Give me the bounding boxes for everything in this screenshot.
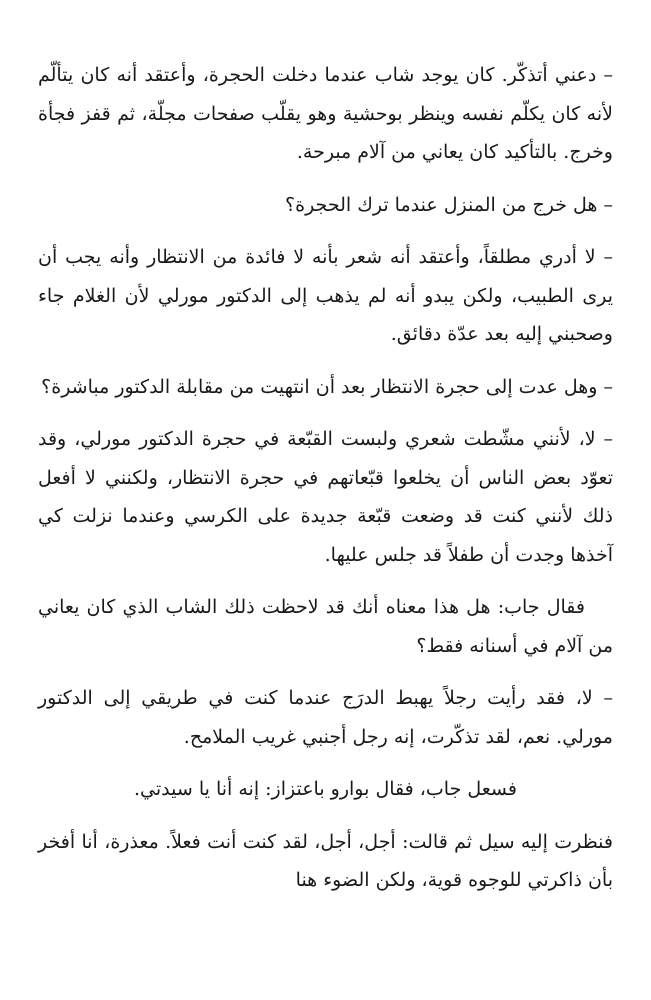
- paragraph: فنظرت إليه سيل ثم قالت: أجل، أجل، لقد كنت أنت فعلاً. معذرة، أنا أفخر بأن ذاكرتي للوجوه قوية، ولكن الضوء هنا: [38, 830, 613, 891]
- paragraph: – وهل عدت إلى حجرة الانتظار بعد أن انتهيت من مقابلة الدكتور مباشرة؟: [41, 375, 613, 398]
- paragraph: – هل خرج من المنزل عندما ترك الحجرة؟: [285, 193, 613, 216]
- paragraph: فسعل جاب، فقال بوارو باعتزاز: إنه أنا يا سيدتي.: [134, 778, 517, 800]
- book-page: [38, 56, 613, 914]
- paragraph: – دعني أتذكّر. كان يوجد شاب عندما دخلت الحجرة، وأعتقد أنه كان يتألّم لأنه كان يكلّم نفسه وينظر بوحشية وهو يقلّب صفحات مجلّة، ثم قفز فجأة وخرج. بالتأكيد كان يعاني من آلام مبرحة.: [38, 64, 613, 163]
- paragraph: – لا أدري مطلقاً، وأعتقد أنه شعر بأنه لا فائدة من الانتظار وأنه يجب أن يرى الطبيب، ولكن يبدو أنه لم يذهب إلى الدكتور مورلي لأن الغلام جاء وصحبني إليه بعد عدّة دقائق.: [38, 246, 613, 345]
- paragraph: – لا، فقد رأيت رجلاً يهبط الدرَج عندما كنت في طريقي إلى الدكتور مورلي. نعم، لقد تذكّرت، إنه رجل أجنبي غريب الملامح.: [38, 687, 613, 748]
- paragraph: فقال جاب: هل هذا معناه أنك قد لاحظت ذلك الشاب الذي كان يعاني من آلام في أسنانه فقط؟: [38, 596, 613, 657]
- paragraph: – لا، لأنني مشّطت شعري ولبست القبّعة في حجرة الدكتور مورلي، وقد تعوّد بعض الناس أن يخلعوا قبّعاتهم في حجرة الانتظار، ولكنني لا أفعل ذلك لأنني كنت قد وضعت قبّعة جديدة على الكرسي وعندما نزلت كي آخذها وجدت أن طفلاً قد جلس عليها.: [38, 428, 613, 566]
